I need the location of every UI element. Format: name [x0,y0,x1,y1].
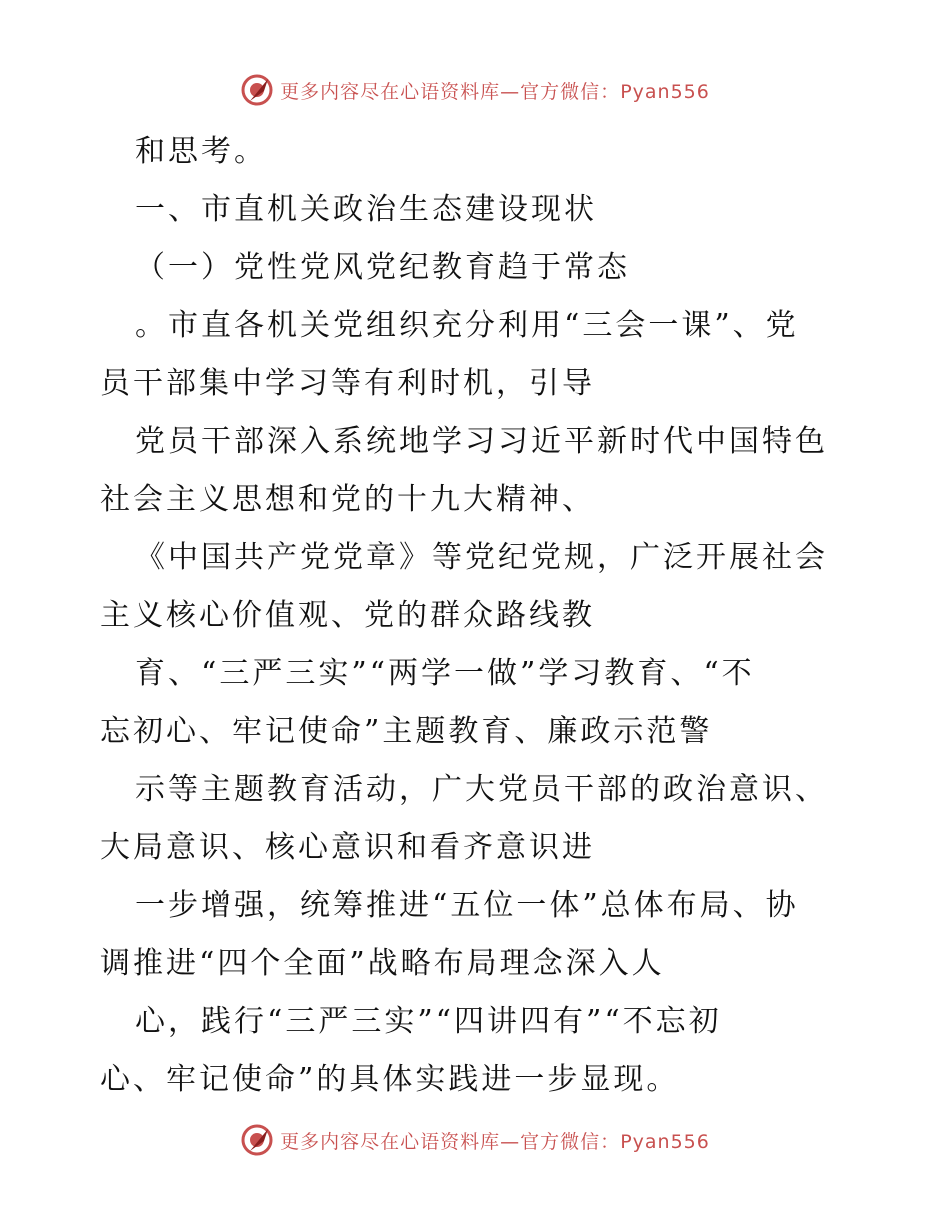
text-line: 育、“三严三实”“两学一做”学习教育、“不 [135,656,755,691]
footer-watermark-banner [0,1120,950,1160]
text-line: 一、市直机关政治生态建设现状 [135,192,597,227]
text-line: 和思考。 [135,134,267,169]
text-line: 示等主题教育活动，广大党员干部的政治意识、 [135,772,828,807]
text-line: （一）党性党风党纪教育趋于常态 [135,250,630,285]
text-line: 员干部集中学习等有利时机，引导 [100,366,595,401]
header-watermark-banner [0,70,950,110]
text-line: 大局意识、核心意识和看齐意识进 [100,830,595,865]
quill-seal-icon [240,1123,274,1157]
text-line: 心，践行“三严三实”“四讲四有”“不忘初 [135,1004,722,1039]
text-line: 党员干部深入系统地学习习近平新时代中国特色 [135,424,828,459]
text-line: 一步增强，统筹推进“五位一体”总体布局、协 [135,888,799,923]
text-line: 心、牢记使命”的具体实践进一步显现。 [100,1062,680,1097]
banner-text: 更多内容尽在心语资料库—官方微信：Pyan556 [280,80,710,103]
text-line: 主义核心价值观、党的群众路线教 [100,598,595,633]
banner-text: 更多内容尽在心语资料库—官方微信：Pyan556 [280,1130,710,1153]
quill-seal-icon [240,73,274,107]
text-line: 忘初心、牢记使命”主题教育、廉政示范警 [100,714,713,749]
text-line: 。市直各机关党组织充分利用“三会一课”、党 [135,308,799,343]
text-line: 社会主义思想和党的十九大精神、 [100,482,595,517]
text-line: 调推进“四个全面”战略布局理念深入人 [100,946,665,981]
text-line: 《中国共产党党章》等党纪党规，广泛开展社会 [135,540,828,575]
document-body [100,123,860,1109]
